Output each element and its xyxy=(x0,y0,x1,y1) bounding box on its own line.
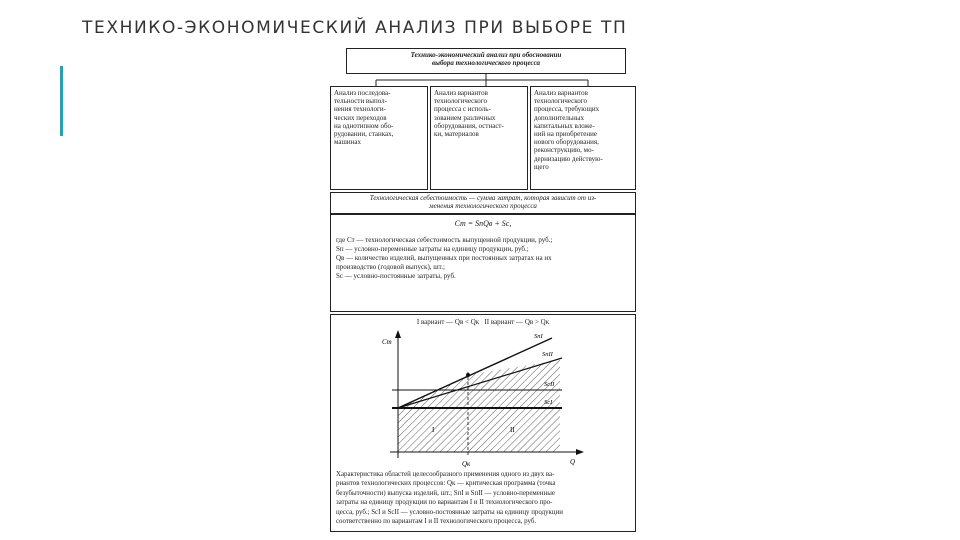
column-equipment-variants: Анализ вариантов технологического процесса с исполь- зованием различных оборудования, остнаст- ки, материалов xyxy=(430,86,528,190)
cost-definition: Технологическая себестоимость — сумма затрат, которая зависит от из- менения технологического процесса xyxy=(369,194,597,211)
scheme-figure xyxy=(330,46,636,532)
formula-legend-line: Qв — количество изделий, выпущенных при постоянных затратах на их xyxy=(336,254,552,262)
slide-title: ТЕХНИКО-ЭКОНОМИЧЕСКИЙ АНАЛИЗ ПРИ ВЫБОРЕ ТП xyxy=(82,18,628,38)
cost-formula: Cт = SпQв + Sc, xyxy=(454,219,512,228)
critical-label: Qк xyxy=(462,460,471,468)
accent-bar xyxy=(60,66,63,136)
formula-legend-line: производство (годовой выпуск), шт.; xyxy=(336,263,445,271)
x-axis-arrow xyxy=(576,449,584,455)
line-label: SпI xyxy=(534,333,543,340)
line-label: SпII xyxy=(542,351,553,358)
line-label: ScII xyxy=(544,381,555,388)
region-hatch-lower xyxy=(398,408,560,452)
formula-legend-line: Sп — условно-переменные затраты на единицу продукции, руб.; xyxy=(336,245,529,253)
formula-legend-line: Sc — условно-постоянные затраты, руб. xyxy=(336,272,456,280)
analysis-heading-box: Технико-экономический анализ при обосновании выбора технологического процесса xyxy=(346,48,626,74)
column-investment-variants: Анализ вариантов технологического процесса, требующих дополнительных капитальных вложе- ний на приобретение нового оборудования, реконструкцию, мо- дернизацию действую- щего xyxy=(530,86,636,190)
column-sequence-analysis: Анализ последова- тельности выпол- нения технологи- ческих переходов на однотипном обо- рудовании, станках, машинах xyxy=(330,86,428,190)
formula-legend-line: где Cт — технологическая себестоимость выпущенной продукции, руб.; xyxy=(336,236,553,244)
chart-caption: Характеристика областей целесообразного применения одного из двух ва- риантов технологических процессов: Qк — критическая программа (точка безубыточности) выпуска изделий, шт.; SпI и SпII — условно-переменные затраты на единицу продукции по вариантам I и II технологического про- цесса, руб.; ScI и ScII — условно-постоянные затраты на единицу продукции соответственно по вариантам I и II технологического процесса, руб. xyxy=(336,471,563,526)
break-even-point xyxy=(466,373,470,377)
x-axis-label: Q xyxy=(570,458,576,466)
y-axis-label: Cт xyxy=(382,338,392,346)
region-label: I xyxy=(432,426,435,434)
y-axis-arrow xyxy=(395,330,401,338)
break-even-chart xyxy=(330,328,636,468)
region-label: II xyxy=(510,426,515,434)
line-label: ScI xyxy=(544,399,553,406)
chart-header: I вариант — Qв < Qк II вариант — Qв > Qк xyxy=(416,318,550,326)
